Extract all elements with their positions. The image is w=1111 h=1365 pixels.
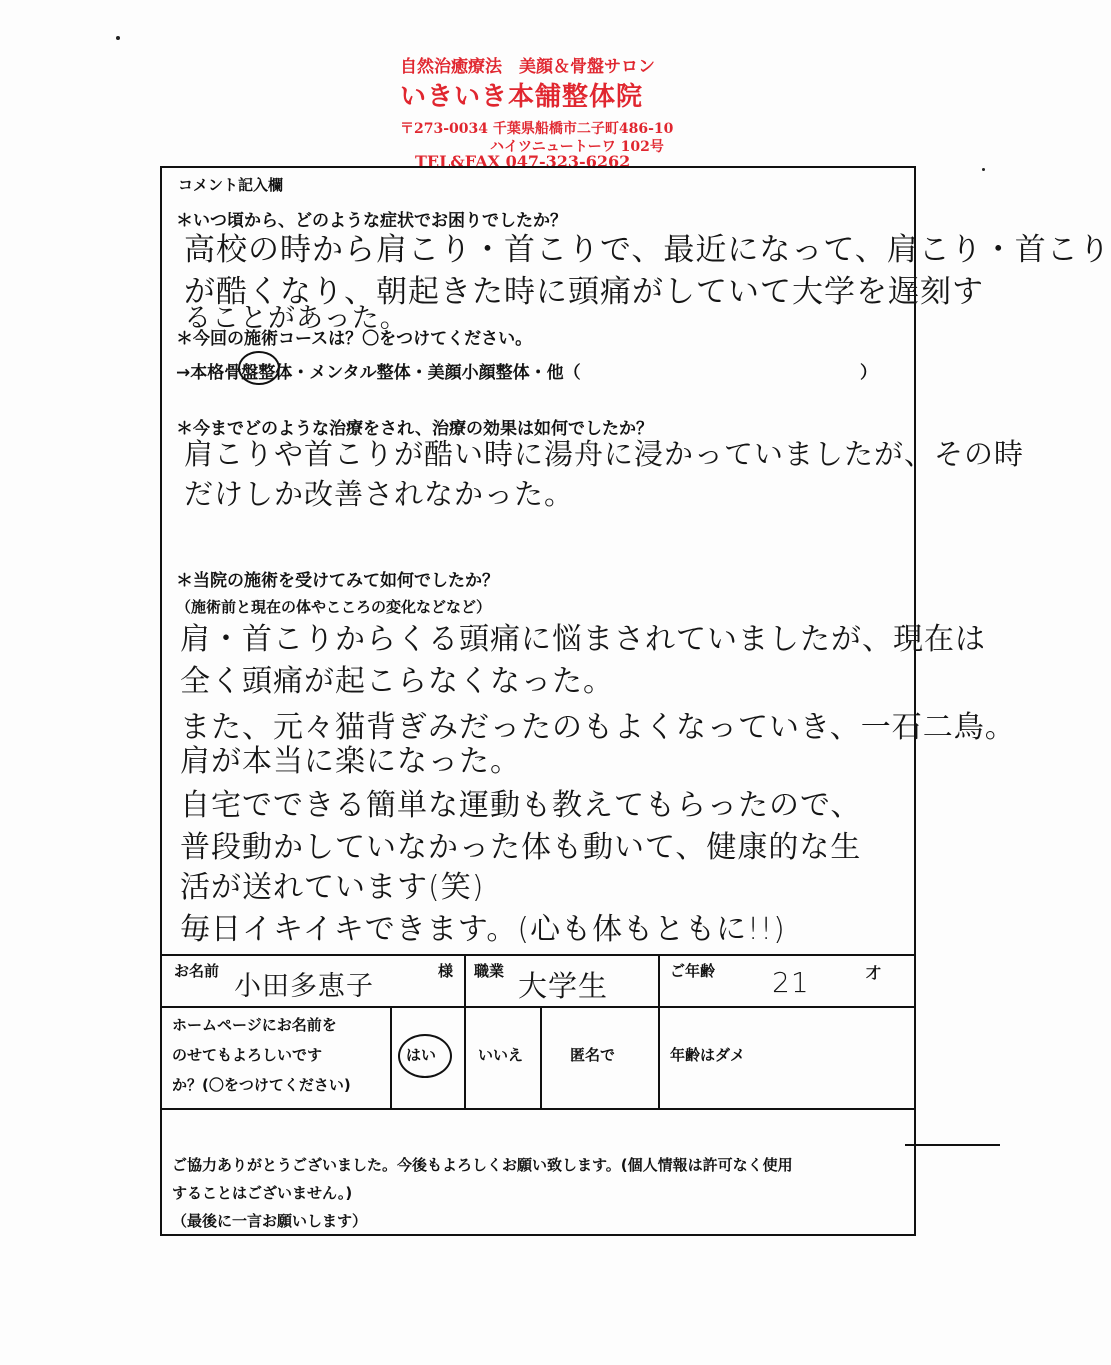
thanks-line: （最後に一言お願いします） [172, 1212, 368, 1230]
homepage-question-line: ホームページにお名前を [172, 1016, 337, 1034]
answer-3-line: だけしか改善されなかった。 [184, 477, 575, 511]
name-label: お名前 [174, 962, 220, 980]
scan-speck [982, 168, 985, 171]
table-col-line [658, 954, 660, 1108]
stamp-tel: TEL&FAX 047-323-6262 [415, 152, 631, 171]
question-4-note: （施術前と現在の体やこころの変化などなど） [176, 598, 492, 616]
name-value: 小田多恵子 [234, 971, 374, 1002]
question-3: ＊今までどのような治療をされ、治療の効果は如何でしたか？ [176, 419, 654, 439]
homepage-question-line: のせてもよろしいです [172, 1046, 323, 1064]
option-yes-circle [398, 1034, 452, 1078]
course-options: →本格骨盤整体・メンタル整体・美顔小顔整体・他（ [176, 363, 581, 383]
table-col-line [464, 954, 466, 1006]
answer-1-line: ることがあった。 [184, 303, 408, 334]
table-col-line [540, 1006, 542, 1108]
table-top-line [162, 954, 914, 956]
stamp-clinic-name: いきいき本舗整体院 [400, 82, 644, 112]
answer-4-line: 活が送れています(笑) [180, 870, 485, 905]
age-label: ご年齢 [670, 962, 716, 980]
thanks-line: することはございません。) [172, 1184, 353, 1202]
option-anonymous: 匿名で [570, 1046, 616, 1064]
edge-line [905, 1144, 1000, 1146]
stamp-address: 〒273-0034 千葉県船橋市二子町486-10 [400, 121, 674, 137]
option-no: いいえ [478, 1046, 524, 1064]
table-row-line [162, 1006, 914, 1008]
thanks-line: ご協力ありがとうございました。今後もよろしくお願い致します。(個人情報は許可なく使用 [172, 1156, 793, 1174]
answer-4-line: 普段動かしていなかった体も動いて、健康的な生 [180, 830, 862, 865]
answer-4-line: 自宅でできる簡単な運動も教えてもらったので、 [180, 788, 862, 823]
table-col-line [390, 1006, 392, 1108]
comment-title: コメント記入欄 [178, 176, 284, 194]
age-value: 21 [772, 966, 810, 999]
answer-3-line: 肩こりや首こりが酷い時に湯舟に浸かっていましたが、その時 [184, 437, 1025, 471]
job-label: 職業 [474, 962, 505, 980]
option-no-age: 年齢はダメ [670, 1046, 746, 1064]
question-1: ＊いつ頃から、どのような症状でお困りでしたか？ [176, 211, 567, 231]
answer-4-line: 肩・首こりからくる頭痛に悩まされていましたが、現在は [180, 622, 986, 657]
answer-4-line: 毎日イキイキできます。(心も体もともに!!) [180, 912, 786, 947]
course-selection-circle [238, 351, 280, 385]
option-yes: はい [406, 1046, 437, 1064]
stamp-tagline: 自然治癒療法 美顔＆骨盤サロン [400, 57, 655, 77]
answer-4-line: 肩が本当に楽になった。 [180, 744, 521, 779]
stamp-building: ハイツニュートーワ 102号 [490, 139, 664, 155]
homepage-question-line: か？(〇をつけてください) [172, 1076, 351, 1094]
answer-4-line: また、元々猫背ぎみだったのもよくなっていき、一石二鳥。 [180, 710, 1016, 745]
scan-speck [116, 36, 120, 40]
table-row-line [162, 1108, 914, 1110]
course-other-close: ） [860, 363, 877, 383]
sama-label: 様 [438, 962, 454, 980]
age-unit: 才 [866, 964, 882, 982]
answer-4-line: 全く頭痛が起こらなくなった。 [180, 664, 614, 699]
table-col-line [464, 1006, 466, 1108]
job-value: 大学生 [518, 969, 609, 1003]
comment-form [160, 166, 1111, 1236]
question-4: ＊当院の施術を受けてみて如何でしたか？ [176, 571, 499, 591]
answer-1-line: 高校の時から肩こり・首こりで、最近になって、肩こり・首こり [184, 232, 1111, 268]
question-2: ＊今回の施術コースは？〇をつけてください。 [176, 329, 533, 349]
answer-1-line: が酷くなり、朝起きた時に頭痛がしていて大学を遅刻す [184, 274, 984, 310]
